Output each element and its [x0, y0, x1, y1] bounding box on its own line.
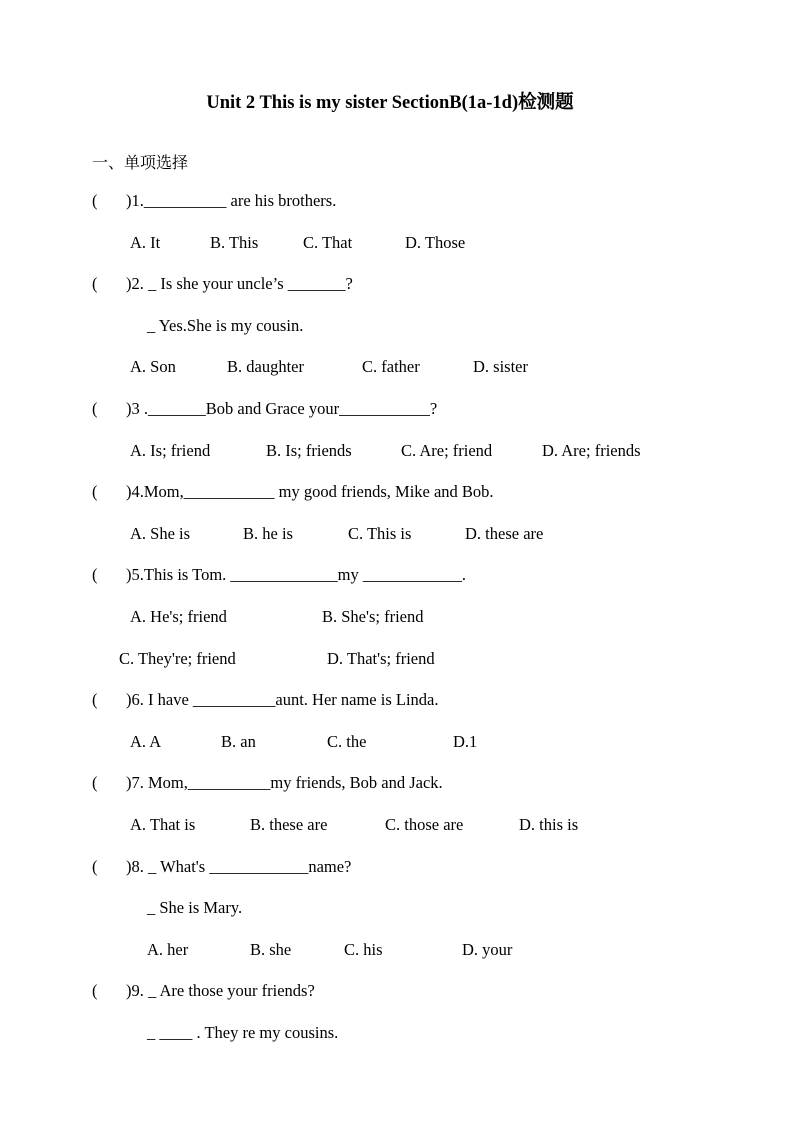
question-stem: )5.This is Tom. _____________my ____________.	[126, 565, 467, 584]
option-a: A. That is	[130, 815, 196, 834]
option-b: B. This	[210, 233, 259, 252]
option-a: A. Son	[130, 357, 176, 376]
question-stem: )3 ._______Bob and Grace your___________?	[126, 399, 438, 418]
answer-paren: (	[92, 857, 98, 876]
question-stem: )8. _ What's ____________name?	[126, 857, 352, 876]
option-c: C. This is	[348, 524, 412, 543]
answer-paren: (	[92, 981, 98, 1000]
option-c: C. They're; friend	[119, 649, 236, 668]
answer-paren: (	[92, 191, 98, 210]
option-d: D. That's; friend	[327, 649, 435, 668]
option-c: C. the	[327, 732, 367, 751]
question-stem: )9. _ Are those your friends?	[126, 981, 315, 1000]
option-a: A. It	[130, 233, 161, 252]
option-d: D. Are; friends	[542, 441, 641, 460]
option-b: B. he is	[243, 524, 293, 543]
option-c: C. father	[362, 357, 420, 376]
question-stem: )6. I have __________aunt. Her name is Linda.	[126, 690, 439, 709]
question-stem: )7. Mom,__________my friends, Bob and Jack.	[126, 773, 443, 792]
answer-line: _ Yes.She is my cousin.	[147, 316, 304, 335]
option-d: D. this is	[519, 815, 579, 834]
option-c: C. That	[303, 233, 353, 252]
answer-line: _ ____ . They re my cousins.	[147, 1023, 339, 1042]
option-b: B. daughter	[227, 357, 304, 376]
option-a: A. She is	[130, 524, 191, 543]
option-a: A. her	[147, 940, 189, 959]
answer-paren: (	[92, 690, 98, 709]
option-b: B. she	[250, 940, 292, 959]
question-stem: )4.Mom,___________ my good friends, Mike and Bob.	[126, 482, 494, 501]
answer-paren: (	[92, 773, 98, 792]
section-heading: 一、单项选择	[92, 153, 189, 172]
option-b: B. these are	[250, 815, 328, 834]
answer-line: _ She is Mary.	[147, 898, 243, 917]
answer-paren: (	[92, 274, 98, 293]
option-a: A. Is; friend	[130, 441, 211, 460]
option-d: D. Those	[405, 233, 466, 252]
answer-paren: (	[92, 482, 98, 501]
option-c: C. his	[344, 940, 383, 959]
option-b: B. an	[221, 732, 256, 751]
option-b: B. She's; friend	[322, 607, 424, 626]
question-stem: )1.__________ are his brothers.	[126, 191, 337, 210]
answer-paren: (	[92, 565, 98, 584]
option-a: A. He's; friend	[130, 607, 227, 626]
option-d: D. your	[462, 940, 513, 959]
option-a: A. A	[130, 732, 162, 751]
option-d: D. sister	[473, 357, 528, 376]
question-stem: )2. _ Is she your uncle’s _______?	[126, 274, 353, 293]
option-b: B. Is; friends	[266, 441, 352, 460]
option-c: C. those are	[385, 815, 464, 834]
option-c: C. Are; friend	[401, 441, 493, 460]
answer-paren: (	[92, 399, 98, 418]
option-d: D. these are	[465, 524, 544, 543]
page-title: Unit 2 This is my sister SectionB(1a-1d)检测题	[206, 93, 574, 113]
option-d: D.1	[453, 732, 478, 751]
